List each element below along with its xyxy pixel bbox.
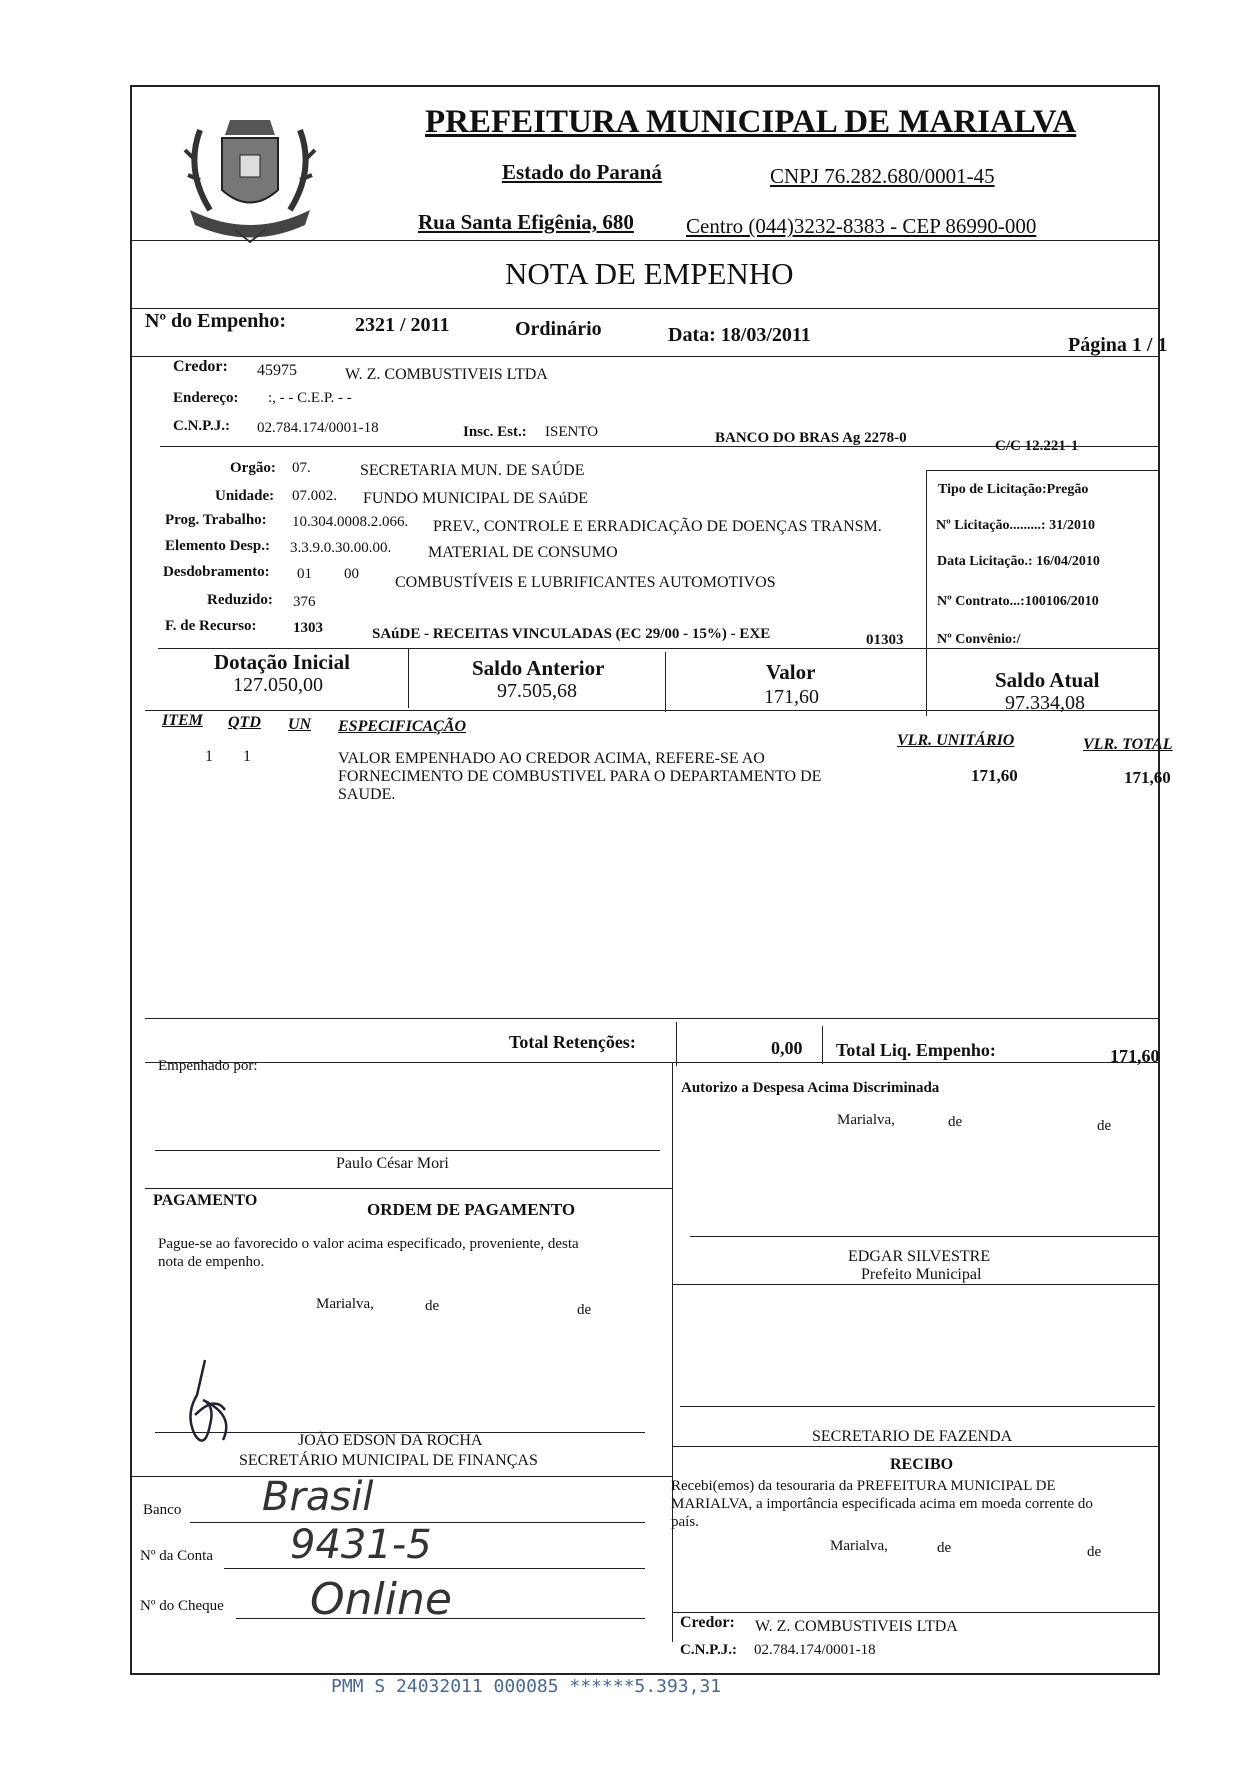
fonte-name: SAúDE - RECEITAS VINCULADAS (EC 29/00 - 15%) - EXE: [372, 626, 771, 642]
col-vlr-total: VLR. TOTAL: [1083, 736, 1173, 753]
elem-name: MATERIAL DE CONSUMO: [428, 544, 618, 561]
cheque-handwritten: Online: [310, 1574, 452, 1625]
recibo-credor-name: W. Z. COMBUSTIVEIS LTDA: [755, 1618, 958, 1635]
licitacao-data: Data Licitação.: 16/04/2010: [937, 554, 1100, 569]
empenho-label: Nº do Empenho:: [145, 310, 287, 332]
orgao-label: Orgão:: [230, 460, 276, 476]
item-qtd: 1: [243, 748, 251, 765]
autorizo-city: Marialva,: [837, 1112, 895, 1128]
fazenda-role: SECRETARIO DE FAZENDA: [812, 1428, 1013, 1445]
empenhado-label: Empenhado por:: [158, 1058, 258, 1074]
saldo-atual-value: 97.334,08: [1005, 692, 1085, 714]
unidade-name: FUNDO MUNICIPAL DE SAúDE: [363, 490, 589, 507]
fonte-code: 1303: [293, 620, 323, 636]
cheque-label: Nº do Cheque: [140, 1598, 224, 1614]
col-vlr-unitario: VLR. UNITÁRIO: [897, 732, 1015, 749]
orgao-name: SECRETARIA MUN. DE SAÚDE: [360, 462, 585, 479]
total-liq-value: 171,60: [1110, 1046, 1160, 1066]
col-un: UN: [288, 716, 312, 733]
insc-value: ISENTO: [545, 424, 599, 440]
total-retencoes-label: Total Retenções:: [509, 1032, 636, 1052]
licitacao-numero: Nº Licitação.........: 31/2010: [936, 518, 1095, 533]
item-desc-line1: VALOR EMPENHADO AO CREDOR ACIMA, REFERE-SE AO: [338, 750, 765, 767]
cnpj-label: C.N.P.J.:: [173, 418, 230, 434]
col-qtd: QTD: [228, 714, 261, 731]
ordem-pagamento-label: ORDEM DE PAGAMENTO: [367, 1200, 576, 1219]
credor-code: 45975: [257, 362, 297, 379]
recibo-text-1: Recebi(emos) da tesouraria da PREFEITURA MUNICIPAL DE: [671, 1478, 1056, 1494]
empenho-type: Ordinário: [515, 318, 602, 340]
processing-stamp: PMM S 24032011 000085 ******5.393,31: [331, 1676, 722, 1697]
prog-name: PREV., CONTROLE E ERRADICAÇÃO DE DOENÇAS TRANSM.: [433, 518, 882, 535]
recibo-de2: de: [1087, 1544, 1102, 1560]
pagamento-text-2: nota de empenho.: [158, 1254, 265, 1270]
reduzido-value: 376: [293, 594, 316, 610]
elem-label: Elemento Desp.:: [165, 538, 270, 554]
header-cnpj: CNPJ 76.282.680/0001-45: [770, 164, 995, 188]
recibo-title: RECIBO: [890, 1456, 954, 1473]
header-street: Rua Santa Efigênia, 680: [418, 210, 634, 234]
total-retencoes-value: 0,00: [771, 1038, 803, 1058]
recibo-credor-label: Credor:: [680, 1614, 735, 1631]
empenho-date: Data: 18/03/2011: [668, 324, 811, 346]
prefeito-name: EDGAR SILVESTRE: [848, 1248, 991, 1265]
financas-name: JOÃO EDSON DA ROCHA: [298, 1432, 483, 1449]
pagamento-de2: de: [577, 1302, 592, 1318]
dotacao-label: Dotação Inicial: [214, 650, 350, 674]
autorizo-de1: de: [948, 1114, 963, 1130]
saldo-anterior-label: Saldo Anterior: [472, 656, 605, 680]
document-title: NOTA DE EMPENHO: [505, 256, 794, 291]
bank-info: BANCO DO BRAS Ag 2278-0: [715, 430, 907, 446]
credor-name: W. Z. COMBUSTIVEIS LTDA: [345, 366, 548, 383]
autorizo-text: Autorizo a Despesa Acima Discriminada: [681, 1080, 940, 1096]
recibo-cnpj-value: 02.784.174/0001-18: [754, 1642, 876, 1658]
elem-code: 3.3.9.0.30.00.00.: [290, 540, 392, 556]
licitacao-contrato: Nº Contrato...:100106/2010: [937, 594, 1099, 609]
licitacao-convenio: Nº Convênio:/: [937, 632, 1021, 647]
account-info: C/C 12.221-1: [995, 438, 1079, 454]
autorizo-de2: de: [1097, 1118, 1112, 1134]
dotacao-value: 127.050,00: [233, 674, 323, 696]
unidade-code: 07.002.: [292, 488, 337, 504]
desd-b: 00: [344, 566, 359, 582]
item-desc-line2: FORNECIMENTO DE COMBUSTIVEL PARA O DEPARTAMENTO DE: [338, 768, 822, 785]
prefeito-role: Prefeito Municipal: [861, 1266, 982, 1283]
signature-image: [175, 1355, 255, 1455]
cnpj-value: 02.784.174/0001-18: [257, 420, 379, 436]
conta-label: Nº da Conta: [140, 1548, 213, 1564]
prog-code: 10.304.0008.2.066.: [292, 514, 409, 530]
recibo-text-3: país.: [671, 1514, 699, 1530]
recibo-de1: de: [937, 1540, 952, 1556]
item-desc-line3: SAUDE.: [338, 786, 396, 803]
prog-label: Prog. Trabalho:: [165, 512, 267, 528]
total-liq-label: Total Liq. Empenho:: [836, 1040, 996, 1060]
desd-name: COMBUSTÍVEIS E LUBRIFICANTES AUTOMOTIVOS: [395, 574, 776, 591]
credor-label: Credor:: [173, 358, 228, 375]
pagamento-de1: de: [425, 1298, 440, 1314]
unidade-label: Unidade:: [215, 488, 275, 504]
conta-handwritten: 9431-5: [290, 1522, 432, 1568]
desd-label: Desdobramento:: [163, 564, 270, 580]
orgao-code: 07.: [292, 460, 311, 476]
banco-label: Banco: [143, 1502, 182, 1518]
banco-handwritten: Brasil: [262, 1474, 374, 1520]
fonte-code-2: 01303: [866, 632, 904, 648]
address-value: :, - - C.E.P. - -: [268, 390, 352, 406]
item-number: 1: [205, 748, 213, 765]
col-especificacao: ESPECIFICAÇÃO: [338, 718, 467, 735]
header-title: PREFEITURA MUNICIPAL DE MARIALVA: [425, 104, 1077, 140]
address-label: Endereço:: [173, 390, 239, 406]
saldo-anterior-value: 97.505,68: [497, 680, 577, 702]
financas-role: SECRETÁRIO MUNICIPAL DE FINANÇAS: [239, 1452, 538, 1469]
saldo-atual-label: Saldo Atual: [995, 668, 1100, 692]
desd-a: 01: [297, 566, 312, 582]
insc-label: Insc. Est.:: [463, 424, 527, 440]
valor-value: 171,60: [764, 686, 819, 708]
pagamento-city: Marialva,: [316, 1296, 374, 1312]
empenho-number: 2321 / 2011: [355, 314, 450, 336]
page-number: Página 1 / 1: [1068, 334, 1168, 356]
licitacao-tipo: Tipo de Licitação:Pregão: [938, 482, 1089, 497]
header-state: Estado do Paraná: [502, 160, 662, 184]
pagamento-text-1: Pague-se ao favorecido o valor acima especificado, proveniente, desta: [158, 1236, 579, 1252]
pagamento-label: PAGAMENTO: [153, 1192, 258, 1209]
recibo-city: Marialva,: [830, 1538, 888, 1554]
item-vlr-total: 171,60: [1124, 768, 1171, 787]
valor-label: Valor: [766, 660, 816, 684]
item-vlr-unitario: 171,60: [971, 766, 1018, 785]
recibo-cnpj-label: C.N.P.J.:: [680, 1642, 737, 1658]
header-contact: Centro (044)3232-8383 - CEP 86990-000: [686, 214, 1037, 238]
empenhado-name: Paulo César Mori: [336, 1155, 449, 1172]
col-item: ITEM: [162, 712, 203, 729]
reduzido-label: Reduzido:: [207, 592, 273, 608]
recibo-text-2: MARIALVA, a importância especificada acima em moeda corrente do: [671, 1496, 1093, 1512]
fonte-label: F. de Recurso:: [165, 618, 257, 634]
coat-of-arms-logo: [180, 100, 320, 245]
